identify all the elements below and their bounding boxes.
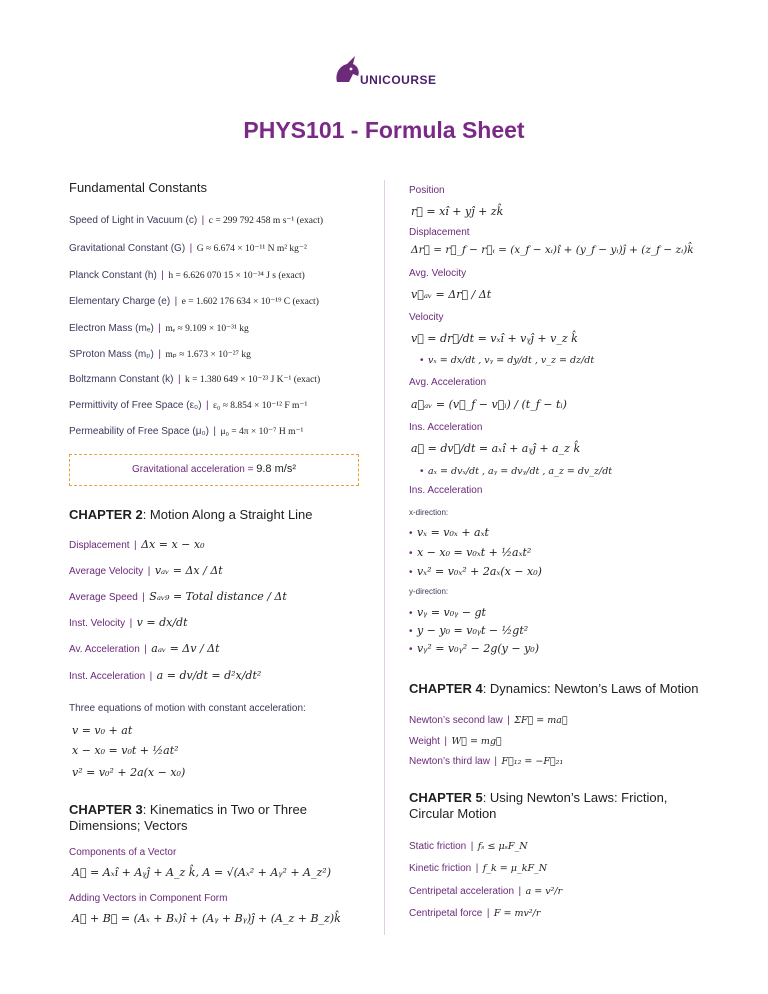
formula: F⃗₁₂ = −F⃗₂₁	[501, 756, 564, 767]
constant-value: mₑ ≈ 9.109 × 10⁻³¹ kg	[165, 324, 249, 334]
constant-value: G ≈ 6.674 × 10⁻¹¹ N m² kg⁻²	[196, 244, 307, 254]
y-direction-item	[409, 639, 539, 657]
constant-label: Speed of Light in Vacuum (c)	[69, 215, 198, 226]
y-direction-item	[409, 621, 528, 639]
formula-label: Av. Acceleration	[69, 644, 140, 655]
column-divider	[384, 180, 385, 935]
adding-formula: A⃗ + B⃗ = (Aₓ + Bₓ)î + (Aᵧ + Bᵧ)ĵ + (A_z + B_z)k̂	[72, 912, 341, 925]
adding-label: Adding Vectors in Component Form	[69, 893, 228, 904]
separator: |	[158, 349, 161, 360]
chapter-title: : Motion Along a Straight Line	[142, 507, 313, 522]
chapter-5-heading	[409, 790, 667, 805]
x-direction-item	[409, 523, 489, 541]
constant-row	[69, 210, 323, 228]
constant-value: μ₀ = 4π × 10⁻⁷ H m⁻¹	[220, 427, 304, 437]
x-direction-item	[409, 543, 531, 561]
velocity-components: vₓ = dx/dt , vᵧ = dy/dt , v_z = dz/dt	[427, 355, 595, 366]
constant-row	[69, 238, 307, 256]
formula-label: Displacement	[69, 540, 130, 551]
formula-row	[409, 881, 562, 899]
constants-heading: Fundamental Constants	[69, 180, 208, 195]
separator: |	[161, 270, 164, 281]
ins-accel-label: Ins. Acceleration	[409, 422, 483, 433]
formula-label: Newton’s third law	[409, 756, 490, 767]
formula-label: Average Velocity	[69, 566, 144, 577]
separator: |	[486, 908, 490, 919]
ins-accel-components: aₓ = dvₓ/dt , aᵧ = dvᵧ/dt , a_z = dv_z/dt	[427, 466, 613, 477]
x-direction-item	[409, 562, 542, 580]
constant-row	[69, 395, 307, 413]
formula: aₐᵥ = Δv / Δt	[151, 642, 220, 655]
equation-of-motion: v² = v₀² + 2a(x − x₀)	[72, 766, 186, 779]
separator: |	[444, 736, 448, 747]
formula-row	[69, 613, 188, 631]
separator: |	[158, 323, 161, 334]
avg-velocity-formula: v⃗ₐᵥ = Δr⃗ / Δt	[411, 288, 492, 301]
kinematic-equation: y − y₀ = v₀ᵧt − ½gt²	[416, 624, 529, 637]
bullet-icon: •	[409, 548, 413, 559]
ins-accel-label-2: Ins. Acceleration	[409, 485, 483, 496]
chapter-4-heading	[409, 681, 698, 696]
formula-row	[409, 751, 563, 769]
formula-row	[69, 587, 287, 605]
constant-value: h = 6.626 070 15 × 10⁻³⁴ J s (exact)	[168, 271, 305, 281]
const-accel-title: Three equations of motion with constant acceleration:	[69, 703, 306, 714]
bullet-icon: •	[409, 528, 413, 539]
constant-row	[69, 318, 249, 336]
constant-label: Permittivity of Free Space (ε₀)	[69, 400, 202, 411]
equation-of-motion: x − x₀ = v₀t + ½at²	[72, 744, 179, 757]
formula-row	[69, 666, 261, 684]
chapter-title: : Kinematics in Two or Three	[142, 802, 307, 817]
formula-label: Static friction	[409, 841, 467, 852]
formula-row	[409, 731, 502, 749]
separator: |	[205, 400, 209, 411]
avg-accel-formula: a⃗ₐᵥ = (v⃗_f − v⃗ᵢ) / (t_f − tᵢ)	[411, 398, 567, 411]
components-label: Components of a Vector	[69, 847, 177, 858]
formula: a = dv/dt = d²x/dt²	[156, 669, 262, 682]
constant-value: e = 1.602 176 634 × 10⁻¹⁹ C (exact)	[181, 297, 319, 307]
separator: |	[147, 566, 151, 577]
constant-value: ε₀ ≈ 8.854 × 10⁻¹² F m⁻¹	[213, 401, 308, 411]
separator: |	[144, 644, 147, 655]
formula: f_k = μ_kF_N	[482, 863, 548, 874]
separator: |	[201, 215, 205, 226]
formula: W⃗ = mg⃗	[451, 736, 502, 747]
constant-label: Elementary Charge (e)	[69, 296, 171, 307]
separator: |	[174, 296, 178, 307]
constant-label: Boltzmann Constant (k)	[69, 374, 174, 385]
separator: |	[129, 618, 133, 629]
separator: |	[213, 426, 217, 437]
y-direction-item	[409, 603, 486, 621]
separator: |	[149, 671, 153, 682]
constant-label: Planck Constant (h)	[69, 270, 157, 281]
constant-value: c = 299 792 458 m s⁻¹ (exact)	[208, 216, 323, 226]
formula-label: Newton’s second law	[409, 715, 503, 726]
formula-row	[409, 903, 540, 921]
constant-row	[69, 291, 319, 309]
brand-name: UNICOURSE	[360, 73, 437, 87]
formula-label: Centripetal acceleration	[409, 886, 515, 897]
chapter-number: CHAPTER 4	[409, 681, 483, 696]
separator: |	[142, 592, 145, 603]
separator: |	[189, 243, 193, 254]
x-direction-label: x-direction:	[409, 508, 449, 517]
formula-label: Inst. Velocity	[69, 618, 126, 629]
page-title: PHYS101 - Formula Sheet	[243, 117, 525, 143]
velocity-components-row	[420, 350, 594, 368]
formula-row	[409, 858, 547, 876]
formula: Δx = x − x₀	[141, 538, 205, 551]
kinematic-equation: vₓ² = v₀ₓ² + 2aₓ(x − x₀)	[416, 565, 542, 578]
separator: |	[177, 374, 181, 385]
chapter-3-heading-line2: Dimensions; Vectors	[69, 818, 188, 833]
bullet-icon: •	[409, 626, 413, 637]
formula: vₐᵥ = Δx / Δt	[154, 564, 223, 577]
formula-label: Average Speed	[69, 592, 138, 603]
position-label: Position	[409, 185, 445, 196]
constant-label: SProton Mass (mₚ)	[69, 349, 154, 360]
gravity-value: 9.8 m/s²	[256, 463, 296, 475]
constant-label: Gravitational Constant (G)	[69, 243, 186, 254]
components-formula: A⃗ = Aₓî + Aᵧĵ + A_z k̂, A = √(Aₓ² + Aᵧ² + A_z²)	[72, 866, 331, 879]
formula-row	[69, 639, 220, 657]
separator: |	[518, 886, 522, 897]
constant-value: mₚ ≈ 1.673 × 10⁻²⁷ kg	[165, 350, 251, 360]
constant-row	[69, 421, 303, 439]
constant-row	[69, 265, 305, 283]
y-direction-label: y-direction:	[409, 587, 449, 596]
formula-label: Centripetal force	[409, 908, 483, 919]
separator: |	[494, 756, 498, 767]
velocity-label: Velocity	[409, 312, 444, 323]
formula: a = v²/r	[525, 886, 563, 897]
chapter-number: CHAPTER 3	[69, 802, 143, 817]
formula: fₛ ≤ μₛF_N	[477, 841, 528, 852]
formula-row	[409, 710, 568, 728]
velocity-formula: v⃗ = dr⃗/dt = vₓî + vᵧĵ + v_z k̂	[411, 332, 578, 345]
constant-row	[69, 369, 320, 387]
separator: |	[507, 715, 510, 726]
separator: |	[134, 540, 137, 551]
chapter-number: CHAPTER 5	[409, 790, 483, 805]
chapter-title: : Dynamics: Newton’s Laws of Motion	[482, 681, 699, 696]
kinematic-equation: vₓ = v₀ₓ + aₓt	[416, 526, 489, 539]
gravity-label: Gravitational acceleration	[132, 464, 245, 475]
bullet-icon: •	[409, 608, 413, 619]
separator: |	[470, 841, 474, 852]
displacement-formula: Δr⃗ = r⃗_f − r⃗ᵢ = (x_f − xᵢ)î + (y_f − yᵢ)ĵ + (z_f − zᵢ)k̂	[411, 244, 694, 256]
formula-row	[69, 535, 205, 553]
formula: v = dx/dt	[136, 616, 188, 629]
chapter-3-heading	[69, 802, 307, 817]
bullet-icon: •	[409, 644, 413, 655]
chapter-2-heading	[69, 507, 313, 522]
formula-row	[409, 836, 528, 854]
kinematic-equation: vᵧ = v₀ᵧ − gt	[416, 606, 486, 619]
constant-label: Permeability of Free Space (μ₀)	[69, 426, 209, 437]
ins-accel-components-row	[420, 461, 612, 479]
kinematic-equation: vᵧ² = v₀ᵧ² − 2g(y − y₀)	[416, 642, 539, 655]
constant-label: Electron Mass (mₑ)	[69, 323, 154, 334]
constant-value: k = 1.380 649 × 10⁻²³ J K⁻¹ (exact)	[185, 375, 321, 385]
gravity-callout	[69, 454, 359, 486]
bullet-icon: •	[420, 466, 424, 477]
kinematic-equation: x − x₀ = v₀ₓt + ½aₓt²	[416, 546, 532, 559]
formula: ΣF⃗ = ma⃗	[514, 715, 568, 726]
bullet-icon: •	[409, 567, 413, 578]
avg-accel-label: Avg. Acceleration	[409, 377, 487, 388]
avg-velocity-label: Avg. Velocity	[409, 268, 467, 279]
position-formula: r⃗ = xî + yĵ + zk̂	[411, 205, 504, 218]
chapter-title: : Using Newton’s Laws: Friction,	[482, 790, 668, 805]
formula-row	[69, 561, 223, 579]
displacement-label: Displacement	[409, 227, 470, 238]
formula-label: Weight	[409, 736, 440, 747]
formula-label: Inst. Acceleration	[69, 671, 146, 682]
formula-label: Kinetic friction	[409, 863, 472, 874]
chapter-number: CHAPTER 2	[69, 507, 143, 522]
equation-of-motion: v = v₀ + at	[72, 724, 133, 737]
bullet-icon: •	[420, 355, 424, 366]
constant-row	[69, 344, 251, 362]
separator: |	[475, 863, 479, 874]
formula: F = mv²/r	[493, 908, 541, 919]
ins-accel-formula: a⃗ = dv⃗/dt = aₓî + aᵧĵ + a_z k̂	[411, 442, 581, 455]
chapter-5-heading-line2: Circular Motion	[409, 806, 497, 821]
gravity-equals: =	[247, 464, 254, 475]
formula: Sₐᵥ₉ = Total distance / Δt	[149, 590, 287, 603]
